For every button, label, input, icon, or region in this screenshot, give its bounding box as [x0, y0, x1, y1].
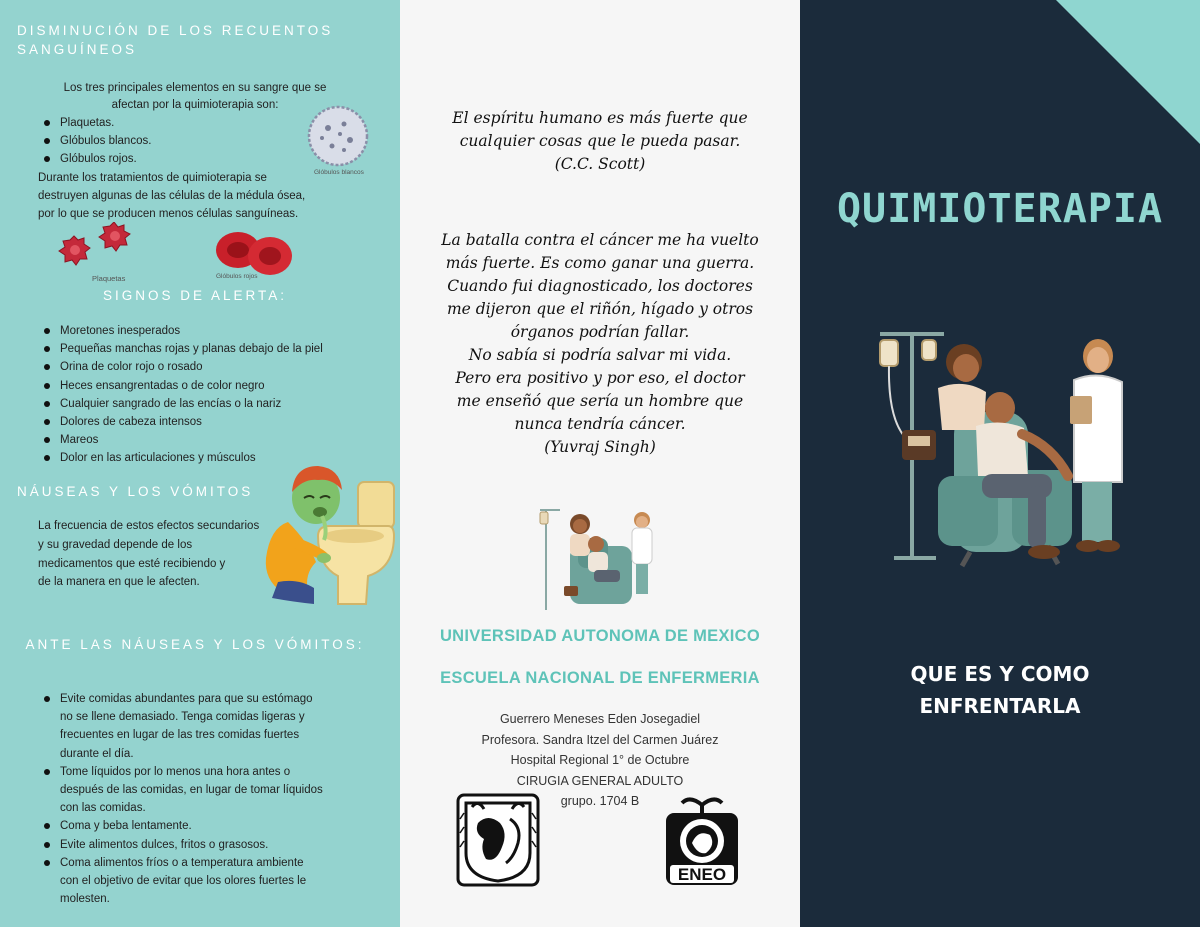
unam-seal-logo	[456, 793, 540, 887]
nausea-line2: y su gravedad depende de los	[38, 539, 193, 551]
list-item: Pequeñas manchas rojas y planas debajo de la piel	[38, 340, 323, 358]
blood-heading-line1: DISMINUCIÓN DE LOS RECUENTOS	[17, 23, 334, 38]
corner-triangle-decoration	[1056, 0, 1200, 144]
chemo-treatment-illustration	[872, 326, 1124, 572]
blood-intro-line2: afectan por la quimioterapia son:	[111, 99, 279, 111]
left-panel	[0, 0, 400, 927]
list-item: Cualquier sangrado de las encías o la nariz	[38, 395, 323, 413]
list-item: Tome líquidos por lo menos una hora antes o después de las comidas, en lugar de tomar líquidos con las comidas.	[38, 763, 323, 818]
platelets-illustration	[48, 222, 138, 280]
blood-elements-list	[38, 114, 151, 169]
nausea-line4: de la manera en que le afecten.	[38, 576, 200, 588]
university-name: UNIVERSIDAD AUTONOMA DE MEXICO	[439, 627, 761, 645]
middle-panel	[400, 0, 800, 927]
nausea-heading: NÁUSEAS Y LOS VÓMITOS	[17, 484, 254, 499]
chemo-scene-small-illustration	[538, 500, 662, 618]
list-item: Evite comidas abundantes para que su estómago no se llene demasiado. Tenga comidas ligeras y frecuentes en lugar de las tres comidas fuertes durante el día.	[38, 690, 323, 763]
cover-title: QUIMIOTERAPIA	[836, 186, 1164, 232]
list-item: Dolor en las articulaciones y músculos	[38, 449, 323, 467]
red-cells-label: Glóbulos rojos	[216, 273, 258, 280]
list-item: Coma y beba lentamente.	[38, 817, 323, 835]
nausea-line3: medicamentos que esté recibiendo y	[38, 558, 226, 570]
list-item: Glóbulos blancos.	[38, 132, 151, 150]
alert-heading: SIGNOS DE ALERTA:	[102, 288, 288, 303]
nausea-line1: La frecuencia de estos efectos secundarios	[38, 520, 260, 532]
school-name: ESCUELA NACIONAL DE ENFERMERIA	[440, 669, 760, 687]
blood-heading-line2: SANGUÍNEOS	[17, 42, 138, 57]
alert-signs-list	[38, 322, 323, 468]
quote-singh: La batalla contra el cáncer me ha vuelto más fuerte. Es como ganar una guerra. Cuando fui diagnosticado, los doctores me dijeron que el riñón, hígado y otros órganos podrían fallar. No sabía si podría salvar mi vida. Pero era positivo y por eso, el doctor me enseñó que sería un hombre que nunca tendría cáncer. (Yuvraj Singh)	[441, 231, 759, 456]
platelets-label: Plaquetas	[92, 274, 126, 283]
blood-intro-line1: Los tres principales elementos en su sangre que se	[63, 82, 327, 94]
eneo-logo	[662, 793, 742, 889]
credits: Guerrero Meneses Eden Josegadiel Profesora. Sandra Itzel del Carmen Juárez Hospital Regional 1° de Octubre CIRUGIA GENERAL ADULTO grupo. 1704 B	[481, 712, 719, 808]
coping-tips-list	[38, 690, 323, 908]
list-item: Evite alimentos dulces, fritos o grasosos.	[38, 836, 323, 854]
list-item: Moretones inesperados	[38, 322, 323, 340]
nausea-illustration	[258, 458, 398, 608]
eneo-logo-text: ENEO	[677, 865, 727, 884]
list-item: Plaquetas.	[38, 114, 151, 132]
blood-desc-line3: por lo que se producen menos células sanguíneas.	[38, 208, 299, 220]
blood-desc-line1: Durante los tratamientos de quimioterapia se	[38, 172, 267, 184]
right-panel	[800, 0, 1200, 927]
list-item: Coma alimentos fríos o a temperatura ambiente con el objetivo de evitar que los olores fuertes le molesten.	[38, 854, 323, 909]
list-item: Mareos	[38, 431, 323, 449]
list-item: Heces ensangrentadas o de color negro	[38, 377, 323, 395]
white-blood-cell-illustration	[300, 104, 380, 178]
list-item: Glóbulos rojos.	[38, 150, 151, 168]
white-cell-label: Glóbulos blancos	[314, 169, 364, 176]
coping-heading: ANTE LAS NÁUSEAS Y LOS VÓMITOS:	[25, 637, 365, 652]
list-item: Orina de color rojo o rosado	[38, 358, 323, 376]
blood-desc-line2: destruyen algunas de las células de la médula ósea,	[38, 190, 306, 202]
list-item: Dolores de cabeza intensos	[38, 413, 323, 431]
cover-subtitle: QUE ES Y COMO ENFRENTARLA	[910, 662, 1090, 718]
quote-scott: El espíritu humano es más fuerte que cualquier cosas que le pueda pasar. (C.C. Scott)	[452, 109, 748, 173]
